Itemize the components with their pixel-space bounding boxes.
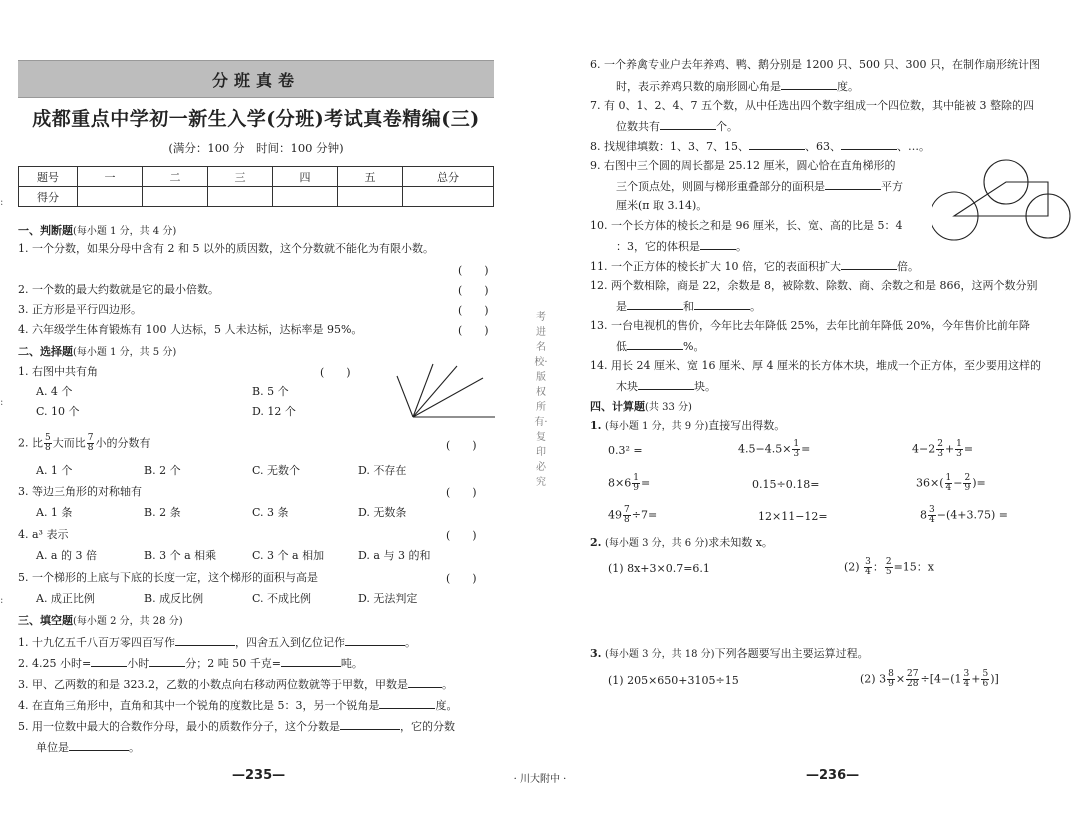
numerator: 2 <box>885 557 892 567</box>
text: 。 <box>750 300 761 313</box>
denominator: 9 <box>633 483 639 493</box>
text: ÷7= <box>631 508 658 522</box>
part-note: (每小题 1 分，共 9 分) <box>604 421 709 432</box>
option[interactable]: C. 10 个 <box>36 405 80 418</box>
option[interactable]: A. 1 条 <box>36 506 73 519</box>
fraction <box>87 434 95 453</box>
answer-blank[interactable] <box>638 378 694 390</box>
part-text: 求未知数 x。 <box>708 536 773 549</box>
expr <box>738 440 810 459</box>
denominator: 6 <box>982 679 989 689</box>
text: 低 <box>616 340 627 353</box>
denominator: 3 <box>956 449 962 459</box>
answer-paren[interactable]: ( ) <box>458 264 489 277</box>
numerator: 1 <box>793 439 800 449</box>
text: 49 <box>608 508 622 522</box>
answer-paren[interactable]: ( ) <box>458 284 489 297</box>
circles-trapezoid-figure <box>932 158 1074 244</box>
score-input-cell[interactable] <box>338 187 403 207</box>
question-8 <box>590 138 930 155</box>
text: =15：x <box>893 560 934 574</box>
answer-paren[interactable]: ( ) <box>458 304 489 317</box>
text: ： <box>872 560 884 574</box>
exam-subtitle: (满分：100 分 时间：100 分钟) <box>168 141 344 155</box>
score-cell: 总分 <box>403 167 494 187</box>
text: 时，表示养鸡只数的扇形圆心角是 <box>616 80 781 93</box>
expr: 0.3² = <box>608 444 643 457</box>
text: 5. 用一位数中最大的合数作分母，最小的质数作分子，这个分数是 <box>18 720 340 733</box>
section-heading-calc <box>590 398 692 414</box>
text: 8×6 <box>608 476 632 490</box>
option[interactable]: D. 无数条 <box>358 506 407 519</box>
text: 3. 甲、乙两数的和是 323.2，乙数的小数点向右移动两位数就等于甲数，甲数是 <box>18 678 408 691</box>
score-cell: 三 <box>208 167 273 187</box>
question-text: 4. 六年级学生体育锻炼有 100 人达标，5 人未达标，达标率是 95%。 <box>18 323 363 336</box>
option[interactable]: C. 不成比例 <box>252 592 312 605</box>
score-input-cell[interactable] <box>403 187 494 207</box>
denominator: 5 <box>885 567 892 577</box>
question-3-4 <box>18 697 457 714</box>
answer-paren[interactable]: ( ) <box>320 366 351 379</box>
text: = <box>801 442 811 456</box>
section-title: 一、判断题 <box>18 224 73 237</box>
fraction <box>887 670 895 689</box>
question-text: 10. 一个长方体的棱长之和是 96 厘米，长、宽、高的比是 5：4 <box>590 219 903 232</box>
text: 小的分数有 <box>95 436 151 450</box>
score-cell: 一 <box>78 167 143 187</box>
score-input-cell[interactable] <box>78 187 143 207</box>
binding-mark: : <box>0 197 4 208</box>
part-number: 2. <box>590 536 602 549</box>
text: (2) 3 <box>860 672 887 686</box>
score-table <box>18 166 494 207</box>
numerator: 3 <box>963 669 970 679</box>
text: 、…。 <box>896 140 930 153</box>
expr: 12×11−12= <box>758 510 828 523</box>
option[interactable]: C. 3 个 a 相加 <box>252 549 325 562</box>
denominator: 4 <box>963 679 970 689</box>
score-cell: 得分 <box>19 187 78 207</box>
question-3-5-cont <box>36 739 140 756</box>
answer-blank[interactable] <box>825 178 881 190</box>
text: 度。 <box>837 80 859 93</box>
part-number: 1. <box>590 419 602 432</box>
section-note: (每小题 1 分，共 4 分) <box>73 226 177 237</box>
question-text: 6. 一个养禽专业户去年养鸡、鸭、鹅分别是 1200 只、500 只、300 只，在制作扇形统计图 <box>590 58 1040 71</box>
fraction <box>963 474 971 493</box>
calc-part-1-heading <box>590 418 785 435</box>
question-text: 1. 一个分数，如果分母中含有 2 和 5 以外的质因数，这个分数就不能化为有限小数。 <box>18 242 434 255</box>
text: 小时 <box>127 657 150 670</box>
option[interactable]: A. a 的 3 倍 <box>36 549 97 562</box>
section-title: 二、选择题 <box>18 345 73 358</box>
text: 平方 <box>881 180 903 193</box>
text: 。 <box>405 636 416 649</box>
answer-blank[interactable] <box>627 298 683 310</box>
expr <box>920 506 1008 525</box>
answer-blank[interactable] <box>694 298 750 310</box>
denominator: 4 <box>945 483 952 493</box>
text: 和 <box>683 300 694 313</box>
text: 4.5−4.5× <box>738 442 792 456</box>
part-text: 直接写出得数。 <box>708 419 786 432</box>
question-6-cont <box>616 78 859 95</box>
equation: (1) 8x+3×0.7=6.1 <box>608 562 710 575</box>
numerator: 8 <box>888 669 894 679</box>
fraction <box>44 434 52 453</box>
option[interactable]: C. 无数个 <box>252 464 301 477</box>
text: 单位是 <box>36 741 69 754</box>
numerator: 1 <box>945 473 952 483</box>
expr: 0.15÷0.18= <box>752 478 820 491</box>
right-page <box>560 0 1080 822</box>
expr <box>916 474 986 493</box>
question-3-2 <box>18 655 363 672</box>
numerator: 1 <box>633 473 639 483</box>
text: 大而比 <box>52 436 86 450</box>
expression: (1) 205×650+3105÷15 <box>608 674 739 687</box>
text: 倍。 <box>896 260 919 273</box>
option[interactable]: B. 3 个 a 相乘 <box>144 549 217 562</box>
answer-blank[interactable] <box>345 634 405 646</box>
part-note: (每小题 3 分，共 6 分) <box>604 538 709 549</box>
question-text: 厘米(π 取 3.14)。 <box>616 199 708 212</box>
answer-blank[interactable] <box>627 338 683 350</box>
question-12-cont <box>616 298 761 315</box>
fraction <box>936 440 944 459</box>
text: 8 <box>920 508 927 522</box>
binding-mark: : <box>0 595 4 606</box>
option[interactable]: C. 3 条 <box>252 506 289 519</box>
part-number: 3. <box>590 647 602 660</box>
denominator: 8 <box>87 443 94 453</box>
denominator: 8 <box>624 515 630 525</box>
numerator: 3 <box>865 557 871 567</box>
text: 1. 十九亿五千八百万零四百写作 <box>18 636 175 649</box>
answer-blank[interactable] <box>175 634 235 646</box>
score-cell: 四 <box>273 167 338 187</box>
text: 4−2 <box>912 442 936 456</box>
denominator: 28 <box>907 679 919 689</box>
page-number: —235— <box>232 768 286 783</box>
exam-title: 成都重点中学初一新生入学(分班)考试真卷精编(三) <box>32 108 480 130</box>
answer-paren[interactable]: ( ) <box>458 324 489 337</box>
score-table-score-row <box>19 187 494 207</box>
option[interactable]: A. 1 个 <box>36 464 73 477</box>
text: 分；2 吨 50 千克= <box>185 657 281 670</box>
expr <box>608 474 650 493</box>
option[interactable]: D. 无法判定 <box>358 592 418 605</box>
answer-blank[interactable] <box>281 655 341 667</box>
text: ÷[4−(1 <box>920 672 962 686</box>
expr <box>912 440 973 459</box>
score-input-cell[interactable] <box>208 187 273 207</box>
numerator: 7 <box>624 505 630 515</box>
text: 块。 <box>694 380 716 393</box>
fraction <box>963 670 971 689</box>
question-3-5 <box>18 718 455 735</box>
question-13-cont <box>616 338 704 355</box>
answer-blank[interactable] <box>149 655 185 667</box>
text: 2. 4.25 小时= <box>18 657 92 670</box>
equation <box>844 558 934 577</box>
fraction <box>906 670 919 689</box>
answer-blank[interactable] <box>408 676 442 688</box>
left-page <box>0 0 520 822</box>
answer-paren[interactable]: ( ) <box>446 529 477 542</box>
section-heading-judgement <box>18 222 176 238</box>
score-input-cell[interactable] <box>273 187 338 207</box>
numerator: 27 <box>907 669 919 679</box>
part-text: 下列各题要写出主要运算过程。 <box>714 647 869 660</box>
question-text: 14. 用长 24 厘米、宽 16 厘米、厚 4 厘米的长方体木块，堆成一个正方体，至少要用这样的 <box>590 359 1041 372</box>
question-text: 13. 一台电视机的售价，今年比去年降低 25%，去年比前年降低 20%，今年售价比前年降 <box>590 319 1030 332</box>
option[interactable]: B. 2 个 <box>144 464 181 477</box>
question-text: 1. 右图中共有角 <box>18 365 98 378</box>
option[interactable]: D. a 与 3 的和 <box>358 549 431 562</box>
question-text: 3. 正方形是平行四边形。 <box>18 303 142 316</box>
calc-part-3-heading <box>590 646 869 663</box>
text: 8. 找规律填数：1、3、7、15、 <box>590 140 749 153</box>
text: )= <box>972 476 986 490</box>
section-heading-fill <box>18 612 183 628</box>
section-note: (每小题 1 分，共 5 分) <box>73 347 177 358</box>
text: ，它的分数 <box>400 720 455 733</box>
text: 36×( <box>916 476 944 490</box>
question-text: 7. 有 0、1、2、4、7 五个数，从中任选出四个数字组成一个四位数，其中能被 3 整除的四 <box>590 99 1034 112</box>
answer-blank[interactable] <box>781 78 837 90</box>
text: 、63、 <box>804 140 841 153</box>
binding-mark: : <box>0 397 4 408</box>
question-text: 5. 一个梯形的上底与下底的长度一定，这个梯形的面积与高是 <box>18 571 318 584</box>
question-text: 9. 右图中三个圆的周长都是 25.12 厘米，圆心恰在直角梯形的 <box>590 159 896 172</box>
answer-paren[interactable]: ( ) <box>446 572 477 585</box>
text: × <box>895 672 906 686</box>
denominator: 3 <box>793 449 800 459</box>
denominator: 3 <box>937 449 943 459</box>
option[interactable]: B. 2 条 <box>144 506 181 519</box>
text: 木块 <box>616 380 638 393</box>
denominator: 4 <box>929 515 935 525</box>
text: 三个顶点处，则圆与梯形重叠部分的面积是 <box>616 180 825 193</box>
option[interactable]: B. 5 个 <box>252 385 289 398</box>
text: %。 <box>683 340 705 353</box>
text: 4. 在直角三角形中，直角和其中一个锐角的度数比是 5：3，另一个锐角是 <box>18 699 380 712</box>
answer-blank[interactable] <box>340 718 400 730</box>
school-mark: · 川大附中 · <box>513 774 567 785</box>
expr <box>608 506 657 525</box>
numerator: 2 <box>964 473 971 483</box>
part-note: (每小题 3 分，共 18 分) <box>604 649 715 660</box>
question-3-3 <box>18 676 453 693</box>
score-cell: 二 <box>143 167 208 187</box>
numerator: 5 <box>45 433 51 443</box>
section-title: 三、填空题 <box>18 614 73 627</box>
question-2-2 <box>18 434 150 453</box>
answer-paren[interactable]: ( ) <box>446 439 477 452</box>
text: 。 <box>736 240 747 253</box>
calc-part-2-heading <box>590 535 773 552</box>
numerator: 7 <box>87 433 94 443</box>
fraction <box>632 474 640 493</box>
denominator: 9 <box>888 679 894 689</box>
page-number: —236— <box>806 768 860 783</box>
text: (2) <box>844 560 860 574</box>
answer-blank[interactable] <box>749 138 805 150</box>
denominator: 9 <box>964 483 971 493</box>
section-heading-choice <box>18 343 176 359</box>
score-cell: 五 <box>338 167 403 187</box>
fraction <box>955 440 963 459</box>
denominator: 8 <box>45 443 51 453</box>
text: 是 <box>616 300 627 313</box>
option[interactable]: A. 成正比例 <box>36 592 95 605</box>
text: )] <box>990 672 999 686</box>
text: + <box>944 442 955 456</box>
score-input-cell[interactable] <box>143 187 208 207</box>
text: 11. 一个正方体的棱长扩大 10 倍，它的表面积扩大 <box>590 260 841 273</box>
fraction <box>945 474 953 493</box>
question-14-cont <box>616 378 716 395</box>
fraction <box>623 506 631 525</box>
answer-blank[interactable] <box>69 739 129 751</box>
option[interactable]: B. 成反比例 <box>144 592 204 605</box>
text: − <box>953 476 963 490</box>
denominator: 4 <box>865 567 871 577</box>
text: 个。 <box>716 120 738 133</box>
option[interactable]: D. 不存在 <box>358 464 407 477</box>
answer-blank[interactable] <box>841 258 897 270</box>
question-7-cont <box>616 118 738 135</box>
answer-paren[interactable]: ( ) <box>446 486 477 499</box>
numerator: 3 <box>929 505 935 515</box>
question-9-cont <box>616 178 903 195</box>
fraction <box>885 558 893 577</box>
question-11 <box>590 258 919 275</box>
question-3-1 <box>18 634 416 651</box>
option[interactable]: D. 12 个 <box>252 405 296 418</box>
section-title: 四、计算题 <box>590 400 645 413</box>
fraction <box>981 670 989 689</box>
question-text: 2. 一个数的最大约数就是它的最小倍数。 <box>18 283 219 296</box>
copyright-vertical-text: 考进名校·版权所有·复印必究 <box>534 312 548 488</box>
text: + <box>971 672 981 686</box>
text: 度。 <box>435 699 458 712</box>
text: = <box>963 442 974 456</box>
answer-blank[interactable] <box>379 697 435 709</box>
text: 位数共有 <box>616 120 660 133</box>
option[interactable]: A. 4 个 <box>36 385 73 398</box>
answer-blank[interactable] <box>700 238 736 250</box>
question-text: 12. 两个数相除，商是 22，余数是 8，被除数、除数、商、余数之和是 866，这两个数分别 <box>590 279 1038 292</box>
section-note: (每小题 2 分，共 28 分) <box>73 616 183 627</box>
section-note: (共 33 分) <box>645 402 692 413</box>
section-banner: 分班真卷 <box>18 60 494 98</box>
score-table-header-row <box>19 167 494 187</box>
text: −(4+3.75) = <box>936 508 1008 522</box>
text: ，四舍五入到亿位记作 <box>235 636 345 649</box>
text: 。 <box>441 678 453 691</box>
fraction <box>864 558 872 577</box>
question-10-cont <box>616 238 747 255</box>
fraction <box>928 506 936 525</box>
text: = <box>640 476 651 490</box>
expression <box>860 670 999 689</box>
numerator: 2 <box>937 439 943 449</box>
text: 。 <box>129 741 140 754</box>
text: 吨。 <box>340 657 363 670</box>
answer-blank[interactable] <box>91 655 127 667</box>
question-text: 3. 等边三角形的对称轴有 <box>18 485 142 498</box>
question-text: 4. a³ 表示 <box>18 528 69 541</box>
fraction <box>792 440 800 459</box>
score-cell: 题号 <box>19 167 78 187</box>
answer-blank[interactable] <box>660 118 716 130</box>
numerator: 5 <box>982 669 989 679</box>
text: 2. 比 <box>18 436 43 450</box>
angle-rays-figure <box>395 362 495 422</box>
answer-blank[interactable] <box>841 138 897 150</box>
text: ：3，它的体积是 <box>616 240 700 253</box>
numerator: 1 <box>956 439 962 449</box>
